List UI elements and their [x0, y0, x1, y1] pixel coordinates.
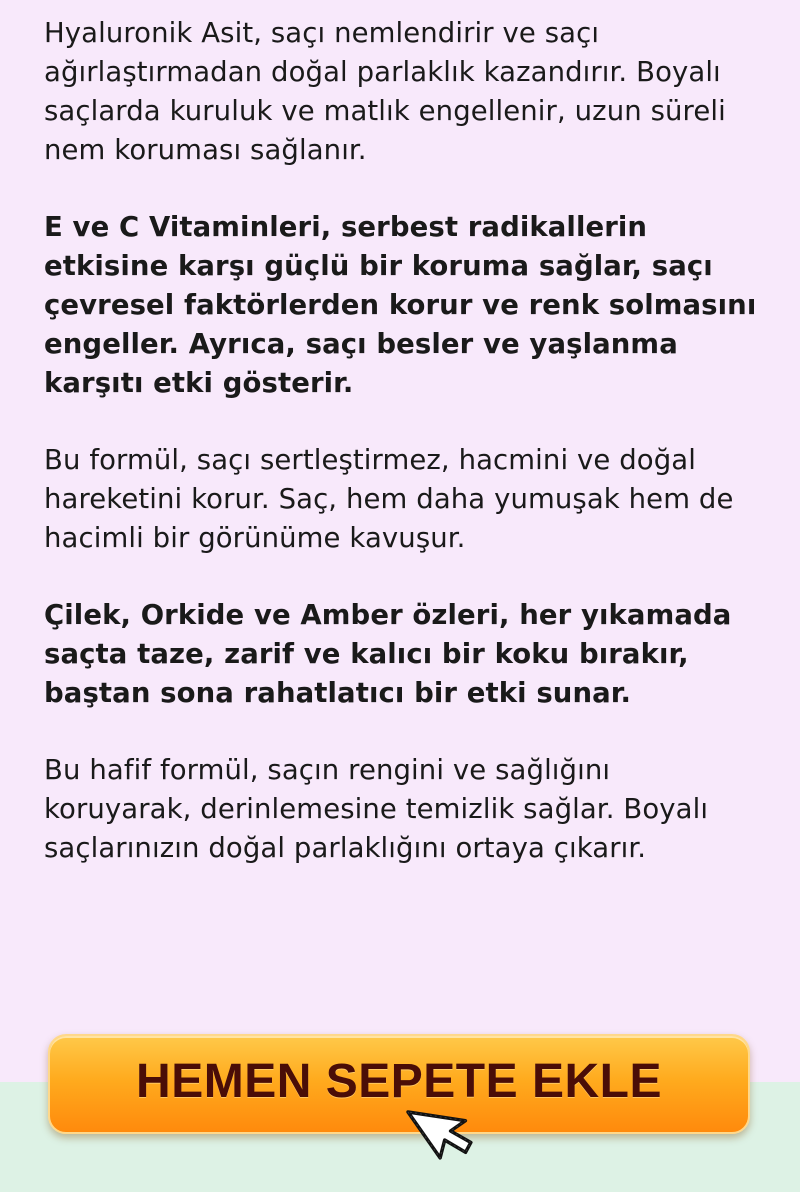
description-content [44, 14, 764, 906]
paragraph-vitamins: E ve C Vitaminleri, serbest radikallerin etkisine karşı güçlü bir koruma sağlar, saçı çevresel faktörlerden korur ve renk solmasını engeller. Ayrıca, saçı besler ve yaşlanma karşıtı etki gösterir. [44, 211, 757, 399]
pointer-cursor-icon [398, 1104, 482, 1182]
add-to-cart-label: HEMEN SEPETE EKLE [136, 1054, 662, 1108]
paragraph-light-formula: Bu hafif formül, saçın rengini ve sağlığını koruyarak, derinlemesine temizlik sağlar. Boyalı saçlarınızın doğal parlaklığını ortaya çıkarır. [44, 754, 709, 864]
paragraph-formula-volume: Bu formül, saçı sertleştirmez, hacmini ve doğal hareketini korur. Saç, hem daha yumuşak hem de hacimli bir görünüme kavuşur. [44, 444, 734, 554]
paragraph-hyaluronic-acid: Hyaluronik Asit, saçı nemlendirir ve saçı ağırlaştırmadan doğal parlaklık kazandırır. Boyalı saçlarda kuruluk ve matlık engellenir, uzun süreli nem koruması sağlanır. [44, 17, 726, 166]
paragraph-fragrance: Çilek, Orkide ve Amber özleri, her yıkamada saçta taze, zarif ve kalıcı bir koku bırakır, baştan sona rahatlatıcı bir etki sunar. [44, 599, 732, 709]
